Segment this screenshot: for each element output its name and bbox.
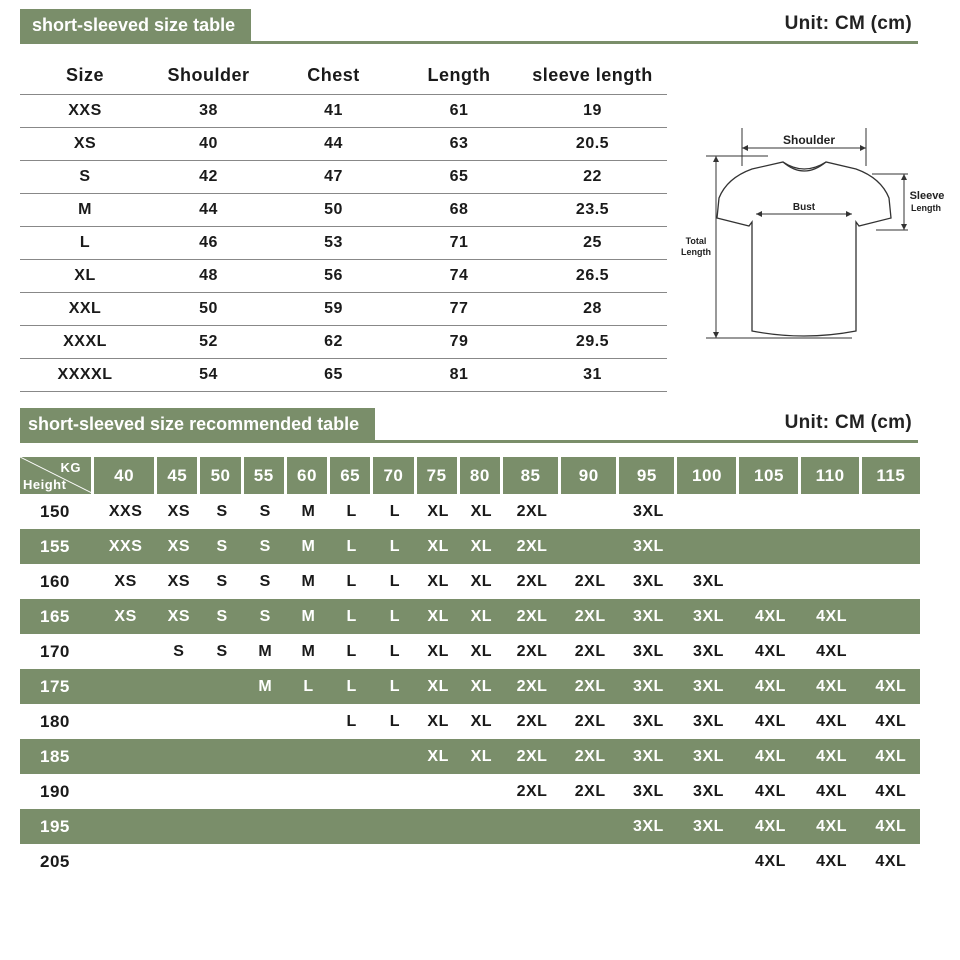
- recommended-size-cell: M: [287, 599, 330, 634]
- recommended-size-cell: XL: [427, 712, 449, 730]
- size-table-head-row: [20, 58, 667, 94]
- recommended-size-cell: 3XL: [619, 739, 677, 774]
- recommended-size-cell: 4XL: [801, 599, 861, 634]
- size-label-cell: L: [20, 226, 150, 259]
- rec-table-rule: [20, 440, 918, 443]
- recommended-size-cell: [503, 844, 561, 879]
- size-label-cell: XXL: [20, 292, 150, 325]
- total-length-label: Total: [685, 236, 707, 246]
- recommended-size-cell: 4XL: [816, 712, 847, 730]
- recommended-size-cell: [801, 564, 861, 599]
- recommended-size-cell: 4XL: [739, 669, 801, 704]
- recommended-size-cell: 3XL: [632, 572, 664, 590]
- recommended-size-cell: L: [389, 712, 401, 730]
- recommended-size-cell: S: [216, 502, 228, 520]
- measurement-cell: 71: [400, 226, 518, 259]
- recommended-size-cell: XL: [417, 739, 460, 774]
- weight-header: 95: [619, 457, 677, 494]
- measurement-cell: 65: [400, 160, 518, 193]
- recommended-size-cell: S: [173, 642, 185, 660]
- recommended-size-cell: S: [259, 572, 271, 590]
- recommended-size-cell: XS: [114, 572, 137, 590]
- weight-header: 80: [460, 457, 503, 494]
- recommended-size-cell: [373, 844, 416, 879]
- col-header: Length: [400, 58, 518, 94]
- recommended-size-cell: XL: [417, 529, 460, 564]
- recommended-size-cell: [373, 739, 416, 774]
- size-table-rule: [20, 41, 918, 44]
- recommended-size-cell: 2XL: [574, 642, 606, 660]
- recommended-size-cell: [460, 809, 503, 844]
- height-row: [20, 669, 920, 704]
- recommended-size-cell: M: [301, 502, 316, 520]
- recommended-size-cell: [561, 844, 619, 879]
- recommended-size-cell: [157, 669, 200, 704]
- size-row: [20, 325, 667, 358]
- recommended-size-cell: 4XL: [816, 782, 847, 800]
- recommended-size-cell: 2XL: [503, 529, 561, 564]
- recommended-size-cell: XL: [427, 572, 449, 590]
- kg-label: KG: [60, 460, 81, 475]
- recommended-size-cell: 2XL: [561, 599, 619, 634]
- recommended-size-cell: [94, 669, 157, 704]
- measurement-cell: 48: [150, 259, 267, 292]
- recommended-size-cell: XS: [157, 599, 200, 634]
- recommended-size-cell: 3XL: [632, 782, 664, 800]
- recommended-size-cell: [94, 774, 157, 809]
- measurement-cell: 26.5: [518, 259, 667, 292]
- measurement-cell: 28: [518, 292, 667, 325]
- height-row: [20, 809, 920, 844]
- recommended-size-cell: L: [346, 642, 357, 660]
- recommended-size-cell: 2XL: [561, 669, 619, 704]
- measurement-cell: 20.5: [518, 127, 667, 160]
- recommended-size-cell: [417, 809, 460, 844]
- recommended-size-cell: 3XL: [619, 669, 677, 704]
- measurement-cell: 44: [267, 127, 400, 160]
- recommended-size-cell: 4XL: [755, 782, 786, 800]
- size-row: [20, 259, 667, 292]
- measurement-cell: 79: [400, 325, 518, 358]
- measurement-cell: 77: [400, 292, 518, 325]
- measurement-cell: 54: [150, 358, 267, 391]
- rec-table-title: short-sleeved size recommended table: [20, 408, 375, 440]
- recommended-size-cell: 3XL: [677, 739, 739, 774]
- recommended-size-cell: 4XL: [801, 739, 861, 774]
- height-cell: 185: [20, 739, 94, 774]
- size-row: [20, 226, 667, 259]
- size-label-cell: XXXXL: [20, 358, 150, 391]
- weight-header: 90: [561, 457, 619, 494]
- recommended-size-cell: [244, 774, 287, 809]
- recommended-size-cell: [200, 774, 243, 809]
- recommended-size-cell: S: [259, 502, 271, 520]
- recommended-size-cell: 2XL: [516, 712, 548, 730]
- recommended-size-cell: 4XL: [875, 852, 907, 870]
- recommended-size-cell: [862, 599, 920, 634]
- size-label-cell: XXS: [20, 94, 150, 127]
- height-row: [20, 704, 920, 739]
- recommended-size-cell: 4XL: [739, 809, 801, 844]
- recommended-size-cell: [373, 809, 416, 844]
- rec-table-unit: Unit: CM (cm): [784, 412, 912, 433]
- recommended-size-cell: 3XL: [619, 809, 677, 844]
- recommended-size-cell: 4XL: [755, 852, 786, 870]
- measurement-cell: 63: [400, 127, 518, 160]
- size-row: [20, 292, 667, 325]
- recommended-size-cell: [287, 774, 330, 809]
- recommended-size-cell: 2XL: [516, 782, 548, 800]
- recommended-size-cell: L: [389, 642, 401, 660]
- recommended-size-cell: L: [330, 529, 373, 564]
- weight-header: 40: [94, 457, 157, 494]
- recommended-size-cell: [200, 739, 243, 774]
- measurement-cell: 29.5: [518, 325, 667, 358]
- recommended-size-cell: XL: [417, 599, 460, 634]
- recommended-size-cell: 3XL: [632, 502, 664, 520]
- recommended-size-cell: 2XL: [503, 739, 561, 774]
- recommended-size-cell: [157, 739, 200, 774]
- height-row: [20, 529, 920, 564]
- weight-header: 115: [862, 457, 920, 494]
- recommended-size-cell: L: [389, 572, 401, 590]
- recommended-size-cell: [561, 494, 619, 529]
- recommended-size-cell: 4XL: [739, 739, 801, 774]
- measurement-cell: 50: [150, 292, 267, 325]
- recommended-size-cell: 3XL: [632, 712, 664, 730]
- recommended-size-cell: L: [346, 712, 357, 730]
- measurement-cell: 22: [518, 160, 667, 193]
- recommended-size-cell: [862, 494, 920, 529]
- measurement-cell: 23.5: [518, 193, 667, 226]
- col-header: Size: [20, 58, 150, 94]
- recommended-size-cell: L: [287, 669, 330, 704]
- measurement-cell: 19: [518, 94, 667, 127]
- recommended-size-cell: 2XL: [561, 739, 619, 774]
- recommended-size-cell: [460, 844, 503, 879]
- measurement-cell: 41: [267, 94, 400, 127]
- recommended-size-cell: [677, 494, 739, 529]
- recommended-size-cell: [373, 774, 416, 809]
- recommended-size-cell: 4XL: [816, 642, 847, 660]
- size-table-title: short-sleeved size table: [20, 9, 251, 41]
- recommended-size-cell: XL: [470, 572, 493, 590]
- recommended-size-cell: [739, 564, 801, 599]
- recommended-size-cell: [503, 809, 561, 844]
- size-row: [20, 358, 667, 391]
- measurement-cell: 25: [518, 226, 667, 259]
- height-cell: 180: [40, 711, 70, 731]
- recommended-size-cell: [244, 809, 287, 844]
- recommended-size-cell: [287, 739, 330, 774]
- recommended-size-cell: 2XL: [574, 572, 606, 590]
- col-header: Shoulder: [150, 58, 267, 94]
- measurement-cell: 53: [267, 226, 400, 259]
- recommended-size-cell: [157, 844, 200, 879]
- recommended-size-cell: 4XL: [801, 809, 861, 844]
- measurement-cell: 50: [267, 193, 400, 226]
- recommended-size-cell: 4XL: [755, 642, 786, 660]
- height-row: [20, 739, 920, 774]
- recommended-size-cell: XL: [470, 642, 493, 660]
- recommended-size-cell: 3XL: [693, 642, 724, 660]
- recommended-size-cell: 3XL: [677, 599, 739, 634]
- measurement-cell: 61: [400, 94, 518, 127]
- recommended-size-cell: [244, 844, 287, 879]
- recommended-size-cell: S: [200, 529, 243, 564]
- measurement-cell: 74: [400, 259, 518, 292]
- measurement-cell: 38: [150, 94, 267, 127]
- recommended-size-cell: M: [287, 529, 330, 564]
- recommended-size-cell: 3XL: [677, 809, 739, 844]
- recommended-size-cell: 4XL: [862, 669, 920, 704]
- size-label-cell: XS: [20, 127, 150, 160]
- weight-header: 100: [677, 457, 739, 494]
- recommended-size-cell: S: [216, 642, 228, 660]
- recommended-size-cell: XL: [427, 642, 449, 660]
- tshirt-outline: [717, 162, 891, 336]
- recommended-size-cell: 3XL: [693, 782, 724, 800]
- recommended-size-cell: 4XL: [875, 782, 907, 800]
- measurement-cell: 68: [400, 193, 518, 226]
- recommended-size-cell: 2XL: [516, 502, 548, 520]
- recommended-size-cell: 3XL: [619, 529, 677, 564]
- recommended-size-cell: 2XL: [516, 572, 548, 590]
- recommended-size-cell: [287, 809, 330, 844]
- size-label-cell: XXXL: [20, 325, 150, 358]
- measurement-cell: 52: [150, 325, 267, 358]
- recommended-size-cell: [200, 669, 243, 704]
- recommended-size-cell: [200, 844, 243, 879]
- recommended-size-cell: L: [346, 502, 357, 520]
- measurement-cell: 31: [518, 358, 667, 391]
- measurement-cell: 81: [400, 358, 518, 391]
- recommended-size-cell: [244, 704, 287, 739]
- size-label-cell: M: [20, 193, 150, 226]
- recommended-size-cell: 3XL: [677, 669, 739, 704]
- recommended-size-cell: 4XL: [801, 669, 861, 704]
- recommended-size-cell: [561, 809, 619, 844]
- height-row: [20, 844, 920, 879]
- recommended-size-cell: [561, 529, 619, 564]
- recommended-size-cell: XL: [460, 599, 503, 634]
- recommended-size-cell: L: [330, 669, 373, 704]
- recommended-size-cell: 4XL: [816, 852, 847, 870]
- recommended-size-cell: 4XL: [875, 712, 907, 730]
- size-label-cell: S: [20, 160, 150, 193]
- tshirt-measurement-diagram: [676, 126, 956, 352]
- size-table: [20, 58, 667, 392]
- recommended-size-cell: L: [373, 669, 416, 704]
- sleeve-label-2: Length: [911, 203, 941, 213]
- recommended-size-cell: XS: [94, 599, 157, 634]
- weight-header: 105: [739, 457, 801, 494]
- recommended-size-cell: [287, 704, 330, 739]
- recommended-size-cell: L: [389, 502, 401, 520]
- recommended-size-cell: XS: [157, 529, 200, 564]
- recommended-size-cell: [94, 634, 157, 669]
- recommended-size-cell: [417, 844, 460, 879]
- recommended-size-cell: XXS: [94, 529, 157, 564]
- recommended-size-cell: 2XL: [574, 782, 606, 800]
- recommended-size-cell: 2XL: [503, 599, 561, 634]
- recommended-size-cell: XS: [167, 502, 190, 520]
- weight-header: 70: [373, 457, 416, 494]
- col-header: Chest: [267, 58, 400, 94]
- recommended-size-cell: 2XL: [574, 712, 606, 730]
- weight-header-row: [20, 457, 920, 494]
- recommended-size-cell: 3XL: [619, 599, 677, 634]
- recommended-size-cell: XL: [427, 502, 449, 520]
- recommended-size-cell: [330, 739, 373, 774]
- recommended-size-cell: [677, 529, 739, 564]
- recommended-size-cell: 4XL: [862, 739, 920, 774]
- recommended-size-cell: [94, 739, 157, 774]
- recommended-size-cell: 4XL: [739, 599, 801, 634]
- height-row: [20, 599, 920, 634]
- size-row: [20, 193, 667, 226]
- recommended-size-cell: XL: [460, 529, 503, 564]
- height-row: [20, 634, 920, 669]
- height-cell: 160: [40, 571, 70, 591]
- recommended-size-cell: L: [330, 599, 373, 634]
- weight-header: 65: [330, 457, 373, 494]
- recommended-size-cell: [94, 844, 157, 879]
- recommended-size-cell: [330, 809, 373, 844]
- recommended-size-cell: 3XL: [693, 712, 724, 730]
- recommended-size-cell: 3XL: [693, 572, 724, 590]
- size-row: [20, 127, 667, 160]
- total-length-label-2: Length: [681, 247, 711, 257]
- recommended-size-cell: [862, 529, 920, 564]
- weight-header: 55: [244, 457, 287, 494]
- recommended-size-cell: XL: [470, 502, 493, 520]
- recommended-size-cell: S: [216, 572, 228, 590]
- recommended-size-cell: [330, 844, 373, 879]
- recommended-size-cell: XXS: [108, 502, 143, 520]
- recommended-size-cell: [157, 774, 200, 809]
- measurement-cell: 44: [150, 193, 267, 226]
- size-label-cell: XL: [20, 259, 150, 292]
- measurement-cell: 56: [267, 259, 400, 292]
- corner-cell: [20, 457, 94, 494]
- height-cell: 150: [40, 501, 70, 521]
- sleeve-label: Sleeve: [909, 190, 945, 202]
- recommended-size-cell: [244, 739, 287, 774]
- recommended-size-cell: S: [244, 529, 287, 564]
- recommended-size-cell: [460, 774, 503, 809]
- shoulder-label: Shoulder: [782, 133, 836, 147]
- weight-header: 50: [200, 457, 243, 494]
- recommended-size-cell: [677, 844, 739, 879]
- measurement-cell: 46: [150, 226, 267, 259]
- recommended-size-cell: L: [346, 572, 357, 590]
- rec-table-header: [20, 408, 918, 444]
- height-cell: 205: [40, 851, 70, 871]
- height-cell: 165: [20, 599, 94, 634]
- height-row: [20, 564, 920, 599]
- height-row: [20, 774, 920, 809]
- recommended-size-cell: [739, 494, 801, 529]
- recommended-size-cell: [157, 809, 200, 844]
- recommended-size-cell: [157, 704, 200, 739]
- measurement-cell: 62: [267, 325, 400, 358]
- recommended-size-cell: L: [373, 529, 416, 564]
- bust-label: Bust: [792, 202, 816, 213]
- recommended-size-cell: 2XL: [516, 642, 548, 660]
- recommended-size-cell: [862, 564, 920, 599]
- measurement-cell: 40: [150, 127, 267, 160]
- recommended-size-cell: XL: [460, 739, 503, 774]
- recommended-size-cell: M: [301, 572, 316, 590]
- recommended-size-cell: M: [244, 669, 287, 704]
- recommended-size-cell: XL: [460, 669, 503, 704]
- recommended-size-cell: [417, 774, 460, 809]
- recommended-size-cell: XL: [470, 712, 493, 730]
- measurement-cell: 42: [150, 160, 267, 193]
- recommended-size-cell: S: [200, 599, 243, 634]
- col-header: sleeve length: [518, 58, 667, 94]
- recommended-size-cell: 2XL: [503, 669, 561, 704]
- recommended-size-cell: [200, 809, 243, 844]
- recommended-size-cell: [330, 774, 373, 809]
- recommended-size-cell: XL: [417, 669, 460, 704]
- recommended-size-cell: [94, 704, 157, 739]
- recommended-size-cell: [801, 494, 861, 529]
- recommended-size-cell: M: [258, 642, 273, 660]
- measurement-cell: 47: [267, 160, 400, 193]
- recommended-size-cell: S: [244, 599, 287, 634]
- recommended-size-cell: L: [373, 599, 416, 634]
- recommended-size-cell: [739, 529, 801, 564]
- height-cell: 195: [20, 809, 94, 844]
- weight-header: 45: [157, 457, 200, 494]
- weight-header: 110: [801, 457, 861, 494]
- height-row: [20, 494, 920, 529]
- size-row: [20, 160, 667, 193]
- recommended-size-cell: [862, 634, 920, 669]
- recommended-size-cell: [801, 529, 861, 564]
- recommended-size-cell: 4XL: [755, 712, 786, 730]
- recommended-size-table: [20, 457, 920, 879]
- height-cell: 170: [40, 641, 70, 661]
- recommended-size-cell: M: [301, 642, 316, 660]
- measurement-cell: 59: [267, 292, 400, 325]
- size-row: [20, 94, 667, 127]
- height-cell: 175: [20, 669, 94, 704]
- weight-header: 85: [503, 457, 561, 494]
- recommended-size-cell: [200, 704, 243, 739]
- weight-header: 75: [417, 457, 460, 494]
- recommended-size-cell: [619, 844, 677, 879]
- recommended-size-cell: [94, 809, 157, 844]
- recommended-size-cell: 4XL: [862, 809, 920, 844]
- height-label: Height: [23, 477, 67, 492]
- recommended-size-cell: 3XL: [632, 642, 664, 660]
- recommended-size-cell: XS: [167, 572, 190, 590]
- measurement-cell: 65: [267, 358, 400, 391]
- height-cell: 190: [40, 781, 70, 801]
- recommended-size-cell: [287, 844, 330, 879]
- size-table-header: [20, 9, 918, 45]
- height-cell: 155: [20, 529, 94, 564]
- weight-header: 60: [287, 457, 330, 494]
- size-table-unit: Unit: CM (cm): [784, 13, 912, 34]
